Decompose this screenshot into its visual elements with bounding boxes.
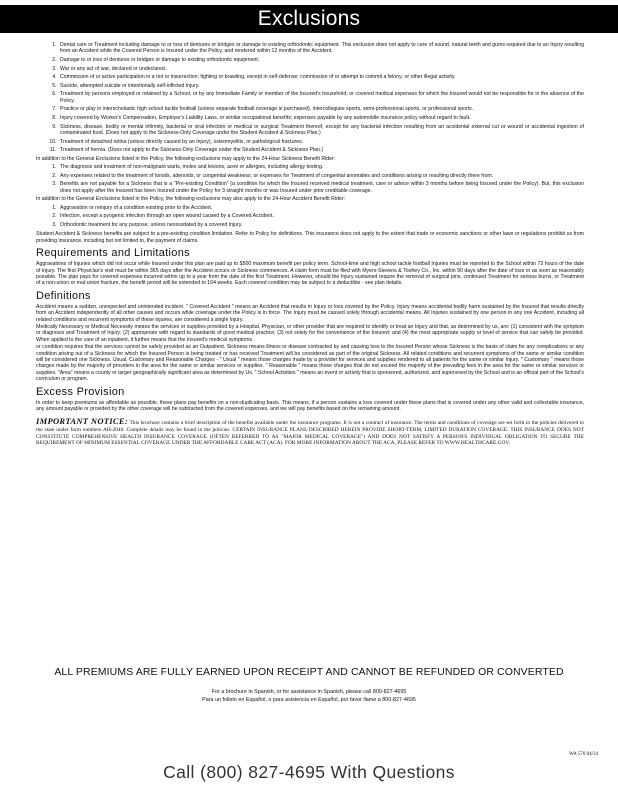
exclusions-closing: Student Accident & Sickness benefits are subject to a pre-existing condition limitation. Refer to Policy for definitions. This insurance does not apply to the extent that trade or economic sanctions or other laws or regulations prohibit us from providing insurance, including but not limited to, the payment of claims. bbox=[36, 231, 584, 244]
rider-intro-sickness: In addition to the General Exclusions listed in the Policy, the following exclusions may apply to the 24-Hour Sickness Benefit Rider: bbox=[36, 155, 336, 162]
important-notice-text: This brochure contains a brief description of the benefits available under the insurance programs. It is not a contract of insurance. The terms and conditions of coverage are set forth in the policies delivered to the state under form numbers AH-2040. Complete details may be found in the policies. CERTAIN INSURANCE PLANS DESCRIBED HEREIN PROVIDE SHORT-TERM, LIMITED DURATION COVERAGE. THIS INSURANCE DOES NOT CONSTITUTE COMPREHENSIVE HEALTH INSURANCE COVERAGE (OFTEN REFERRED TO AS "MAJOR MEDICAL COVERAGE") AND DOES NOT SATISFY A PERSON'S INDIVIDUAL OBLIGATION TO SECURE THE REQUIREMENT OF MINIMUM ESSENTIAL COVERAGE UNDER THE AFFORDABLE CARE ACT (ACA). FOR MORE INFORMATION ABOUT THE ACA, PLEASE REFER TO WWW.HEALTHCARE.GOV. bbox=[36, 420, 584, 447]
rider-intro-accident: In addition to the General Exclusions listed in the Policy, the following exclusions may also apply to the 24-Hour Accident Benefit Rider: bbox=[36, 196, 346, 203]
exclusion-item: 11. Treatment of hernia. (Does not apply to the Sickness-Only Coverage under the Student Accident & Sickness Plan.) bbox=[58, 147, 584, 153]
spanish-line-english: For a brochure in Spanish, or for assistance in Spanish, please call 800-827-4695 bbox=[211, 689, 407, 695]
exclusion-item: 1. Aggravation or reinjury of a condition existing prior to the Accident. bbox=[58, 205, 584, 211]
header-bar bbox=[0, 5, 618, 33]
exclusion-item: 1. The diagnosis and treatment of non-malignant warts, moles and lesions, acne or allergies, including allergy testing. bbox=[58, 164, 584, 170]
spanish-line-spanish: Para un folleto en Español, o para asistencia en Español, por favor llame a 800-827-4695 bbox=[202, 697, 416, 703]
definitions-title: Definitions bbox=[36, 289, 91, 302]
requirements-title: Requirements and Limitations bbox=[36, 247, 190, 260]
exclusion-item: 3. Benefits are not payable for a Sickness that is a "Pre-existing Condition" (a condition for which the Insured received medical treatment, care or advice within 3 months before being Insured under the Policy). But, this exclusion does not apply after the Insured has been Insured under the Policy for 3 straight months or was Insured under prior creditable coverage. bbox=[58, 181, 584, 194]
exclusion-item: 2. Damage to or loss of dentures or bridges or damage to existing orthodontic equipment. bbox=[58, 57, 584, 63]
definitions-paragraph-1: Accident means a sudden, unexpected and unintended incident. " Covered Accident " means an Accident that results in Injury or loss covered by the Policy. Injury means accidental bodily harm sustained by the Insured that results directly from an Accident independently of all other causes and occurs while coverage under the Policy is in force. The Injury must be caused solely through accidental means. All Injuries sustained by one person in any one Accident, including all related conditions and recurrent symptoms of these injuries, are considered a single Injury. bbox=[36, 303, 584, 323]
exclusion-item: 6. Treatment by persons employed or retained by a School, or by any Immediate Family or member of the Insured's household; or covered medical expenses for which the Insured would not be responsible for in the absence of the Policy. bbox=[58, 91, 584, 104]
requirements-text: Aggravations of Injuries which did not occur while Insured under this plan are paid up to $500 maximum benefit per policy term. School-time and high school tackle football Injuries must be reported to the School within 72 hours of the date of Injury. The first Physician's visit must be within 365 days after the Accident occurs or Sickness commences. A claim form must be filed with Myers-Stevens & Toohey Co., Inc. within 90 days after the date of loss or as soon as reasonably possible. The plan pays for covered expenses incurred within up to a year from the date of the first Treatment. However, should the Injury sustained require the removal of surgical pins, continued Treatment for serious burns, or Treatment of a non-union or mal-union fracture, the benefit period will be extended to 104 weeks. Each covered condition may be subject to a deductible - see plan details. bbox=[36, 261, 584, 287]
document-body bbox=[36, 42, 584, 447]
exclusion-item: 1. Dental care or Treatment including damage to or loss of dentures or bridges or damage to existing orthodontic equipment. This exclusion does not apply to care of sound, natural teeth and gums required due to an Injury resulting from an Accident while the Covered Person is Insured under the Policy, and rendered within 12 months of the Accident. bbox=[58, 42, 584, 55]
page-title: Exclusions bbox=[257, 7, 361, 30]
excess-provision-text: In order to keep premiums as affordable as possible, these plans pay benefits on a non-duplicating basis. This means, if a person sustains a loss covered under these plans that is covered under any other valid and collectable insurance, any amount payable or provided by the other coverage will be subtracted from the covered expenses, and we will pay benefits based on the remaining amount. bbox=[36, 399, 584, 413]
important-notice-title: IMPORTANT NOTICE: bbox=[36, 416, 128, 427]
excess-provision-title: Excess Provision bbox=[36, 385, 125, 398]
form-code: WA 570 04/24 bbox=[569, 752, 598, 757]
exclusion-item: 4. Commission of or active participation in a riot or insurrection; fighting or brawling, except in self-defense; commission of or attempt to commit a felony; or other illegal activity. bbox=[58, 74, 584, 80]
exclusion-item: 5. Suicide, attempted suicide or intentionally self-inflicted Injury. bbox=[58, 83, 584, 89]
exclusion-item: 3. War or any act of war, declared or undeclared. bbox=[58, 66, 584, 72]
premiums-notice: ALL PREMIUMS ARE FULLY EARNED UPON RECEIPT AND CANNOT BE REFUNDED OR CONVERTED bbox=[54, 666, 564, 678]
definitions-paragraph-2: Medically Necessary or Medical Necessity means the services or supplies provided by a Hospital, Physician, or other provider that are required to identify or treat an Injury and that, as determined by us, are: (1) consistent with the symptom or diagnosis and Treatment of Injury; (2) appropriate with regard to standards of good medical practice; (3) not solely for the convenience of the Insured; and (4) the most appropriate supply or level of service that can safely be provided. When applied to the care of an inpatient, it further means that the Insured's medical symptoms bbox=[36, 324, 584, 343]
exclusions-list bbox=[36, 42, 584, 154]
exclusion-item: 9. Sickness, disease, bodily or mental infirmity, bacterial or viral infection or medical or surgical Treatment thereof, except for any bacterial infection resulting from an accidental external cut or wound or accidental ingestion of contaminated food. (Does not apply to the Sickness-Only Coverage under the Student Accident & Sickness Plan.) bbox=[58, 124, 584, 137]
exclusion-item: 3. Orthodontic treatment for any purpose, unless necessitated by a covered Injury. bbox=[58, 222, 584, 228]
exclusion-item: 8. Injury covered by Worker's Compensation, Employer's Liability Laws, or similar occupational benefits; expenses payable by any automobile insurance policy without regard to fault. bbox=[58, 115, 584, 121]
spanish-assistance bbox=[0, 688, 618, 704]
important-notice bbox=[36, 418, 584, 446]
sickness-rider-exclusions-list bbox=[36, 164, 584, 194]
definitions-paragraph-3: or condition requires that the services cannot be safely provided as an Outpatient. Sickness means illness or disease contracted by and causing loss to the Insured Person whose Sickness is the basis of claim for any complications or any condition arising out of a Sickness for which the Insured Person is being treated or has received Treatment will be considered as part of the original Sickness. All related conditions and recurrent symptoms of the same or similar condition will be considered one Sickness. Usual, Customary and Reasonable Charges - " Usual " means those charges made by a provider for services and supplies rendered to all patients for the same or similar Injury. " Customary " means those charges made by the majority of providers in the area for the same or similar services or supplies. " Reasonable " means those charges that do not exceed the majority of the prevailing fees in the area for the same or similar services or supplies. "Area" means a county or larger geographically significant area as determined by Us. " School Activities " means an event or activity that is sponsored, authorized, and supervised by the School and is an official part of the School's curriculum or program. bbox=[36, 344, 584, 383]
exclusion-item: 2. Any expenses related to the treatment of tonsils, adenoids, or congenital weakness; or expenses for Treatment of congenital anomalies and conditions arising or resulting directly there from. bbox=[58, 173, 584, 179]
accident-rider-exclusions-list bbox=[36, 205, 584, 229]
exclusion-item: 7. Practice or play in interscholastic high school tackle football (unless separate football coverage is purchased), intercollegiate sports, semi-professional sports, or professional sports. bbox=[58, 106, 584, 112]
exclusion-item: 2. Infection, except a pyogenic infection through an open wound caused by a Covered Accident. bbox=[58, 213, 584, 219]
call-banner: Call (800) 827-4695 With Questions bbox=[163, 762, 455, 782]
exclusion-item: 10. Treatment of detached retina (unless directly caused by an Injury), osteomyelitis, or pathological fractures. bbox=[58, 139, 584, 145]
